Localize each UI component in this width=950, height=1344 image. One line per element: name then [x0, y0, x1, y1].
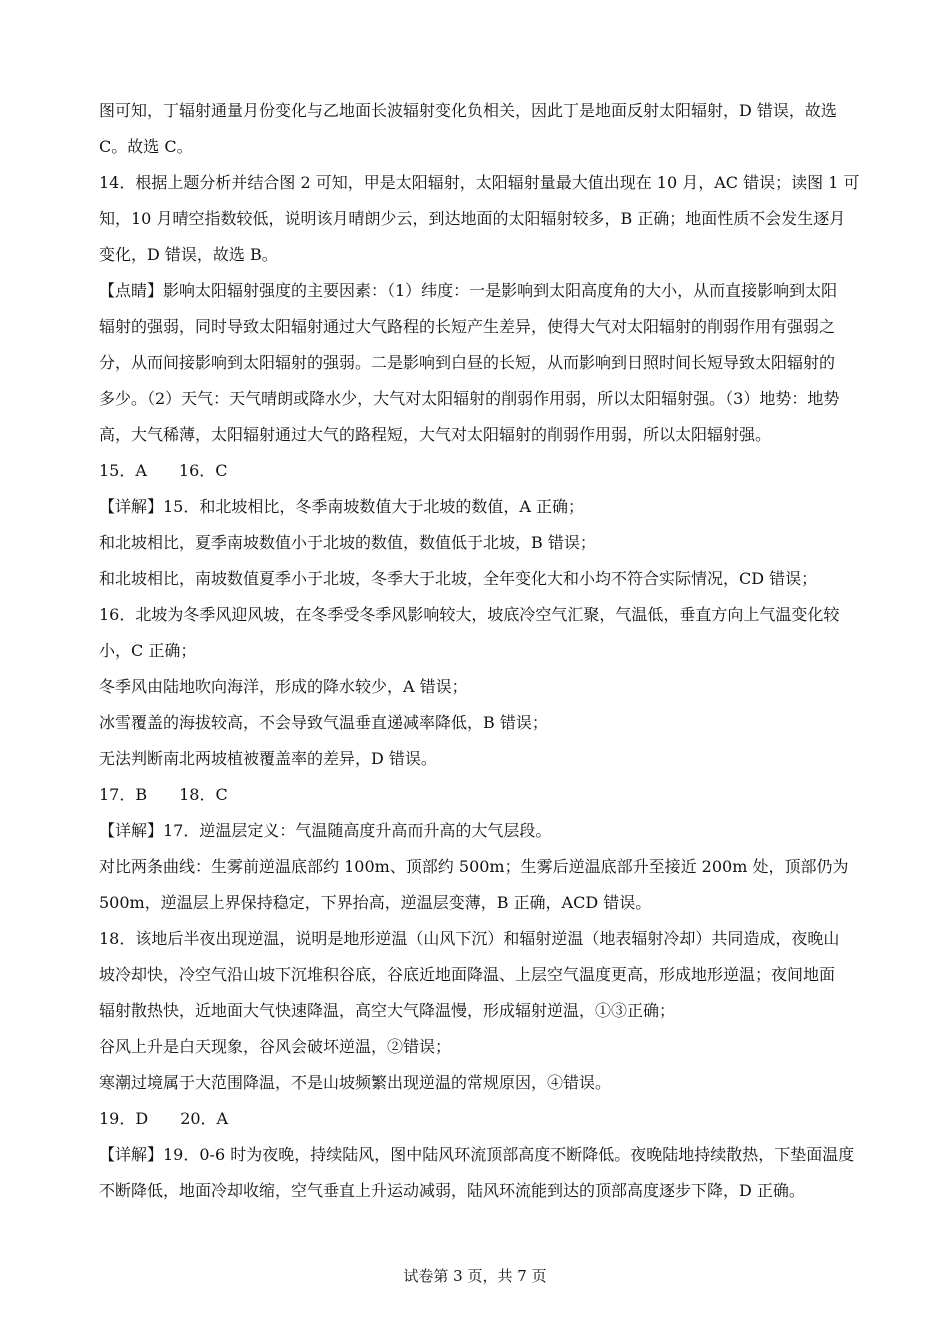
text-line: 坡冷却快，冷空气沿山坡下沉堆积谷底，谷底近地面降温、上层空气温度更高，形成地形逆温；夜间地面	[99, 965, 836, 984]
text-line: 和北坡相比，南坡数值夏季小于北坡，冬季大于北坡，全年变化大和小均不符合实际情况，CD 错误；	[99, 569, 818, 588]
text-line: 变化，D 错误，故选 B。	[99, 245, 278, 264]
text-line: 【详解】17．逆温层定义：气温随高度升高而升高的大气层段。	[99, 821, 552, 840]
text-line: 冰雪覆盖的海拔较高，不会导致气温垂直递减率降低，B 错误；	[99, 713, 548, 732]
page-footer: 试卷第 3 页，共 7 页	[403, 1267, 547, 1285]
text-line: 和北坡相比，夏季南坡数值小于北坡的数值，数值低于北坡，B 错误；	[99, 533, 596, 552]
text-line: 冬季风由陆地吹向海洋，形成的降水较少，A 错误；	[99, 677, 468, 696]
text-line: 高，大气稀薄，太阳辐射通过大气的路程短，大气对太阳辐射的削弱作用弱，所以太阳辐射强。	[99, 425, 772, 444]
text-line: 多少。（2）天气：天气晴朗或降水少，大气对太阳辐射的削弱作用弱，所以太阳辐射强。（3）地势：地势	[99, 389, 840, 408]
text-line: 知，10 月晴空指数较低，说明该月晴朗少云，到达地面的太阳辐射较多，B 正确；地面性质不会发生逐月	[99, 209, 846, 228]
text-line: 辐射的强弱，同时导致太阳辐射通过大气路程的长短产生差异，使得大气对太阳辐射的削弱作用有强弱之	[99, 317, 836, 336]
text-line: 对比两条曲线：生雾前逆温底部约 100m、顶部约 500m；生雾后逆温底部升至接近 200m 处，顶部仍为	[99, 857, 849, 876]
text-line: 辐射散热快，近地面大气快速降温，高空大气降温慢，形成辐射逆温，①③正确；	[99, 1001, 676, 1020]
text-line: 无法判断南北两坡植被覆盖率的差异，D 错误。	[99, 749, 437, 768]
text-line: 14．根据上题分析并结合图 2 可知，甲是太阳辐射，太阳辐射量最大值出现在 10 月，AC 错误；读图 1 可	[99, 173, 859, 192]
text-line: 图可知，丁辐射通量月份变化与乙地面长波辐射变化负相关，因此丁是地面反射太阳辐射，D 错误，故选	[99, 101, 837, 120]
text-line: C。故选 C。	[99, 137, 193, 156]
text-line: 寒潮过境属于大范围降温，不是山坡频繁出现逆温的常规原因，④错误。	[99, 1073, 612, 1092]
document-body	[99, 93, 859, 1209]
text-line: 小，C 正确；	[99, 641, 197, 660]
text-line: 15．A 16．C	[99, 461, 228, 480]
text-line: 16．北坡为冬季风迎风坡，在冬季受冬季风影响较大，坡底冷空气汇聚，气温低，垂直方向上气温变化较	[99, 605, 840, 624]
text-line: 【详解】19．0-6 时为夜晚，持续陆风，图中陆风环流顶部高度不断降低。夜晚陆地持续散热，下垫面温度	[99, 1145, 855, 1164]
text-line: 19．D 20．A	[99, 1109, 229, 1128]
text-line: 【详解】15．和北坡相比，冬季南坡数值大于北坡的数值，A 正确；	[99, 497, 585, 516]
text-line: 18．该地后半夜出现逆温，说明是地形逆温（山风下沉）和辐射逆温（地表辐射冷却）共同造成，夜晚山	[99, 929, 840, 948]
text-line: 分，从而间接影响到太阳辐射的强弱。二是影响到白昼的长短，从而影响到日照时间长短导致太阳辐射的	[99, 353, 836, 372]
text-line: 17．B 18．C	[99, 785, 228, 804]
text-line: 500m，逆温层上界保持稳定，下界抬高，逆温层变薄，B 正确，ACD 错误。	[99, 893, 652, 912]
text-line: 【点睛】影响太阳辐射强度的主要因素：（1）纬度：一是影响到太阳高度角的大小，从而直接影响到太阳	[99, 281, 838, 300]
text-line: 谷风上升是白天现象，谷风会破坏逆温，②错误；	[99, 1037, 452, 1056]
text-line: 不断降低，地面冷却收缩，空气垂直上升运动减弱，陆风环流能到达的顶部高度逐步下降，D 正确。	[99, 1181, 805, 1200]
